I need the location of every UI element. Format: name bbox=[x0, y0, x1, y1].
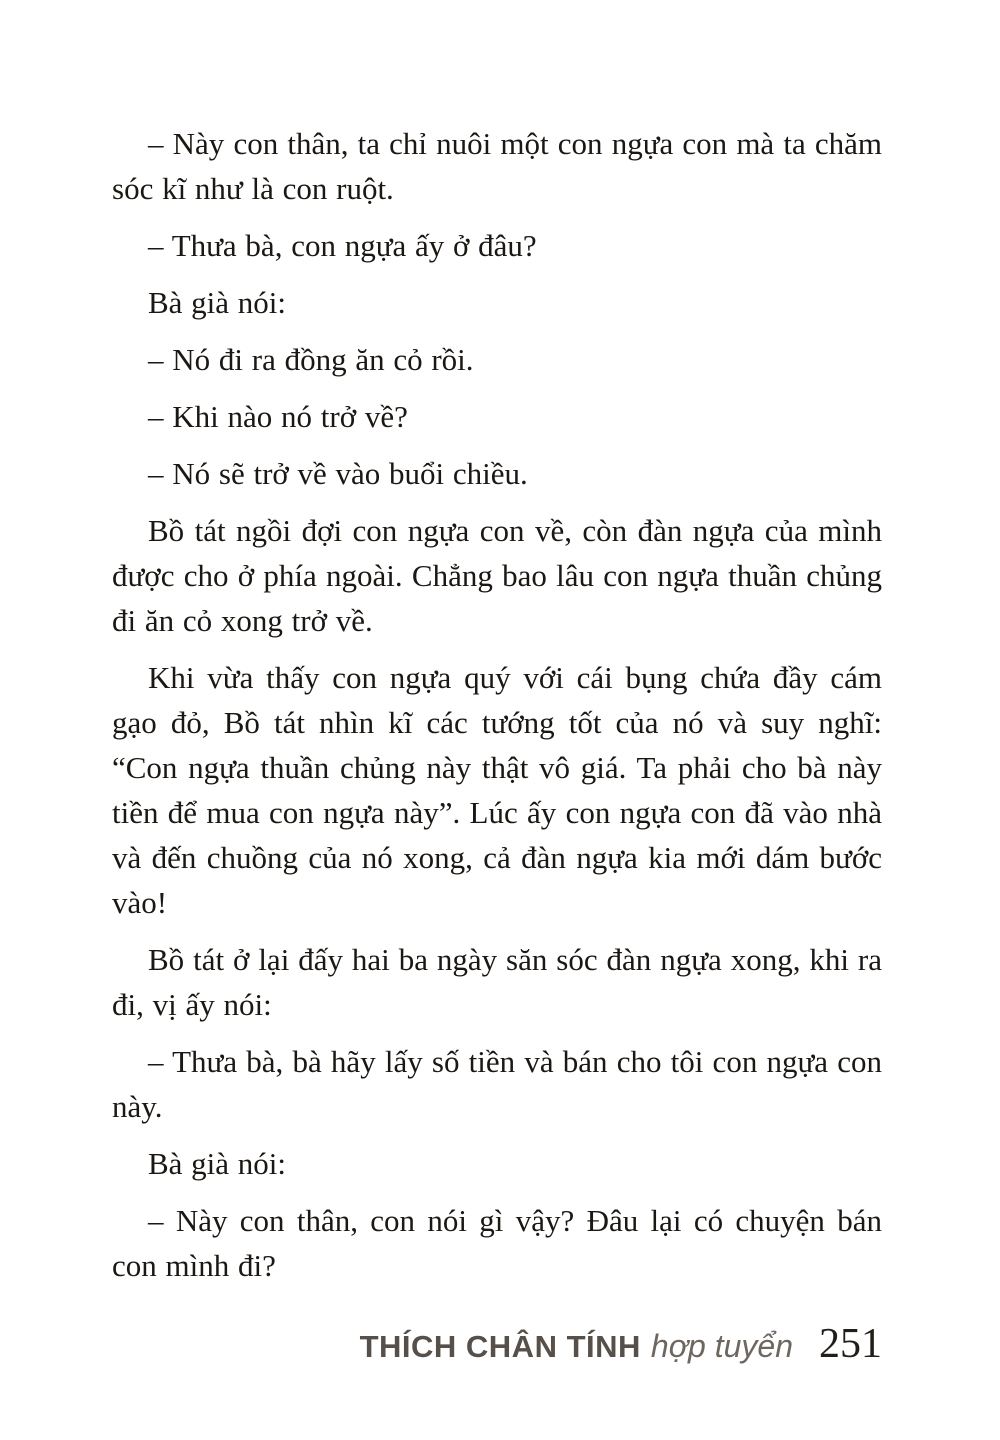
paragraph: – Nó sẽ trở về vào buổi chiều. bbox=[148, 456, 528, 491]
paragraph: – Thưa bà, con ngựa ấy ở đâu? bbox=[148, 228, 537, 263]
paragraph: Bà già nói: bbox=[148, 285, 287, 320]
paragraph: – Này con thân, con nói gì vậy? Đâu lại có chuyện bán con mình đi? bbox=[112, 1203, 882, 1283]
paragraph: – Này con thân, ta chỉ nuôi một con ngựa con mà ta chăm sóc kĩ như là con ruột. bbox=[112, 126, 882, 206]
paragraph: – Khi nào nó trở về? bbox=[148, 399, 408, 434]
paragraph: Khi vừa thấy con ngựa quý với cái bụng chứa đầy cám gạo đỏ, Bồ tát nhìn kĩ các tướng tốt của nó và suy nghĩ: “Con ngựa thuần chủng này thật vô giá. Ta phải cho bà này tiền để mua con ngựa này”. Lúc ấy con ngựa con đã vào nhà và đến chuồng của nó xong, cả đàn ngựa kia mới dám bước vào! bbox=[112, 660, 882, 920]
footer-collection-title: hợp tuyển bbox=[650, 1328, 793, 1364]
page-number: 251 bbox=[819, 1321, 882, 1367]
paragraph: – Thưa bà, bà hãy lấy số tiền và bán cho tôi con ngựa con này. bbox=[112, 1044, 882, 1124]
paragraph: – Nó đi ra đồng ăn cỏ rồi. bbox=[148, 342, 474, 377]
footer-author: THÍCH CHÂN TÍNH bbox=[359, 1329, 641, 1364]
body-text bbox=[112, 121, 882, 1300]
paragraph: Bà già nói: bbox=[148, 1146, 287, 1181]
paragraph: Bồ tát ngồi đợi con ngựa con về, còn đàn ngựa của mình được cho ở phía ngoài. Chẳng bao lâu con ngựa thuần chủng đi ăn cỏ xong trở về. bbox=[112, 513, 882, 638]
paragraph: Bồ tát ở lại đấy hai ba ngày săn sóc đàn ngựa xong, khi ra đi, vị ấy nói: bbox=[112, 942, 882, 1022]
page-footer bbox=[360, 1320, 882, 1368]
